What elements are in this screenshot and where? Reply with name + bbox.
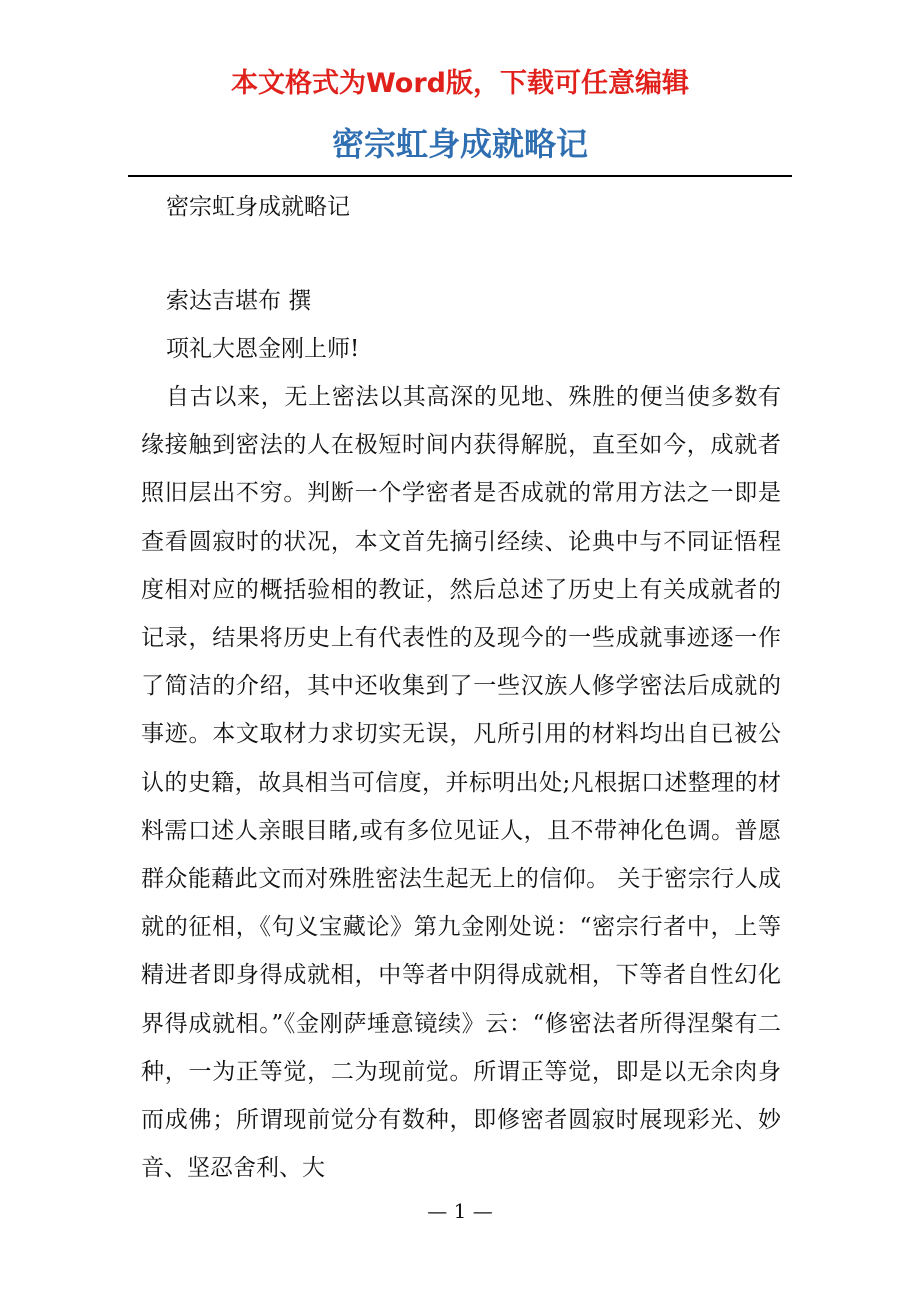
subtitle-line: 密宗虹身成就略记: [166, 194, 350, 220]
salutation-line: 项礼大恩金刚上师!: [166, 336, 360, 362]
document-title: 密宗虹身成就略记: [331, 125, 588, 163]
download-banner: 本文格式为Word版，下载可任意编辑: [230, 68, 689, 99]
header-block: [141, 183, 781, 231]
page-number: — 1 —: [427, 1199, 493, 1223]
title-divider: [128, 175, 792, 177]
meta-block: [141, 277, 781, 373]
body-paragraph: 自古以来，无上密法以其高深的见地、殊胜的便当使多数有缘接触到密法的人在极短时间内获得解脱，直至如今，成就者照旧层出不穷。判断一个学密者是否成就的常用方法之一即是查看圆寂时的状况，本文首先摘引经续、论典中与不同证悟程度相对应的概括验相的教证，然后总述了历史上有关成就者的记录，结果将历史上有代表性的及现今的一些成就事迹逐一作了简洁的介绍，其中还收集到了一些汉族人修学密法后成就的事迹。本文取材力求切实无误，凡所引用的材料均出自已被公认的史籍，故具相当可信度，并标明出处;凡根据口述整理的材料需口述人亲眼目睹,或有多位见证人，且不带神化色调。普愿群众能藉此文而对殊胜密法生起无上的信仰。 关于密宗行人成就的征相，《句义宝藏论》第九金刚处说：“密宗行者中，上等精进者即身得成就相，中等者中阴得成就相，下等者自性幻化界得成就相。”《金刚萨埵意镜续》云：“修密法者所得涅槃有二种，一为正等觉，二为现前觉。所谓正等觉，即是以无余肉身而成佛；所谓现前觉分有数种，即修密者圆寂时展现彩光、妙音、坚忍舍利、大: [141, 384, 781, 1182]
author-line: 索达吉堪布 撰: [166, 288, 312, 314]
